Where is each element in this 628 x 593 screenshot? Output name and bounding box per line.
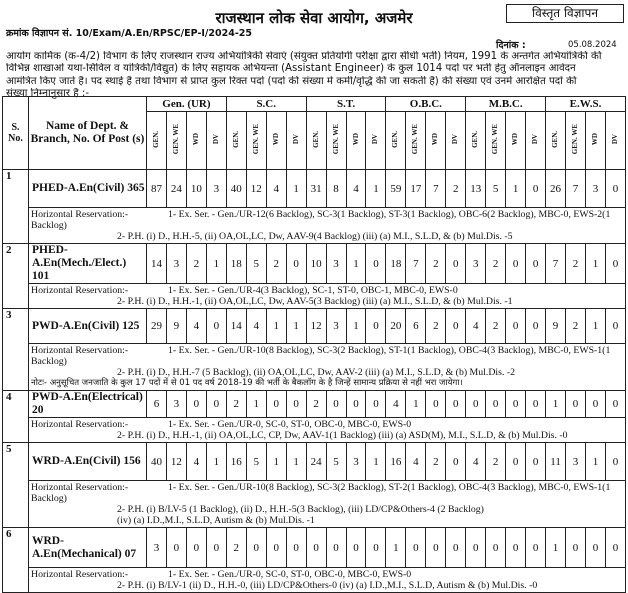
subcategory-label: DV — [451, 133, 460, 145]
vacancy-count: 0 — [306, 528, 326, 568]
page-title: राजस्थान लोक सेवा आयोग, अजमेर — [215, 9, 413, 27]
subcategory-header — [147, 112, 167, 170]
subcategory-header — [585, 112, 605, 170]
vacancy-count: 5 — [246, 244, 266, 284]
vacancy-count: 0 — [486, 391, 506, 418]
vacancy-count: 0 — [566, 391, 586, 418]
subcategory-label: DV — [610, 133, 619, 145]
vacancy-count: 4 — [186, 309, 206, 344]
vacancy-count: 3 — [326, 244, 346, 284]
vacancy-count: 0 — [266, 391, 286, 418]
subcategory-header — [366, 112, 386, 170]
vacancy-count: 0 — [526, 528, 546, 568]
vacancy-count: 3 — [346, 443, 366, 481]
vacancy-count: 8 — [326, 170, 346, 208]
subcategory-label: GEN. — [551, 130, 560, 148]
vacancy-count: 0 — [526, 443, 546, 481]
subcategory-header — [246, 112, 266, 170]
vacancy-count: 24 — [166, 170, 186, 208]
vacancy-count: 4 — [386, 391, 406, 418]
vacancy-count: 0 — [266, 528, 286, 568]
vacancy-count: 0 — [326, 391, 346, 418]
reservation-note: नोटः- अनुसूचित जनजाति के कुल 17 पदों में से 01 पद वर्ष 2018-19 की भर्ती के बैकलॉग के है जिन्हें सामान्य प्रक्रिया से नहीं भरा जायेगा। — [31, 378, 463, 388]
vacancy-count: 3 — [566, 443, 586, 481]
vacancy-count: 1 — [546, 391, 566, 418]
vacancy-count: 0 — [206, 309, 226, 344]
date-label: दिनांक : — [496, 40, 526, 51]
subcategory-header — [426, 112, 446, 170]
subcategory-label: WD — [351, 132, 360, 146]
intro-paragraph — [6, 51, 622, 100]
horizontal-reservation-label: Horizontal Reservation:- — [31, 569, 129, 580]
vacancy-count: 1 — [366, 443, 386, 481]
subcategory-label: WD — [431, 132, 440, 146]
vacancy-count: 1 — [286, 443, 306, 481]
vacancy-count: 6 — [406, 309, 426, 344]
vacancy-count: 7 — [406, 244, 426, 284]
vacancy-count: 6 — [147, 391, 167, 418]
vacancy-count: 12 — [246, 170, 266, 208]
vacancy-count: 0 — [506, 391, 526, 418]
subcategory-label: GEN. WE — [411, 123, 420, 155]
vacancy-count: 0 — [346, 528, 366, 568]
vacancy-count: 0 — [466, 391, 486, 418]
subcategory-header — [286, 112, 306, 170]
vacancy-count: 1 — [546, 528, 566, 568]
vacancy-count: 0 — [605, 309, 625, 344]
vacancy-count: 1 — [506, 170, 526, 208]
subcategory-header — [186, 112, 206, 170]
vacancy-count: 1 — [585, 309, 605, 344]
vacancy-count: 1 — [366, 170, 386, 208]
vacancy-count: 0 — [446, 443, 466, 481]
vacancy-count: 7 — [546, 244, 566, 284]
vacancy-count: 59 — [386, 170, 406, 208]
subcategory-header — [406, 112, 426, 170]
vacancy-count: 0 — [326, 528, 346, 568]
vacancy-count: 16 — [226, 443, 246, 481]
post-name: WRD-A.En(Civil) 156 — [29, 443, 147, 481]
serial-number: 1 — [3, 170, 29, 244]
vacancy-count: 0 — [346, 391, 366, 418]
vacancy-count: 1 — [286, 170, 306, 208]
intro-line: आमंत्रित किए जाते हैं। पद स्थाई हैं तथा विभाग से प्राप्त कुल रिक्त पदों (पदों की संख्या में कमी/वृद्धि की जा सकती है) की संख्या एवं उनमें आरक्षित पदों की — [6, 75, 577, 87]
subcategory-header — [526, 112, 546, 170]
vacancy-count: 0 — [506, 309, 526, 344]
advertisement-number: क्रमांक विज्ञापन सं. 10/Exam/A.En/RPSC/EP-I/2024-25 — [6, 28, 252, 39]
vacancy-count: 40 — [147, 443, 167, 481]
subcategory-header — [446, 112, 466, 170]
post-name: PHED-A.En(Civil) 365 — [29, 170, 147, 208]
vacancy-count: 18 — [386, 244, 406, 284]
vacancy-count: 20 — [386, 309, 406, 344]
vacancy-count: 9 — [166, 309, 186, 344]
vacancy-count: 16 — [386, 443, 406, 481]
vacancy-count: 2 — [566, 309, 586, 344]
post-name: PHED-A.En(Mech./Elect.) 101 — [29, 244, 147, 284]
reservation-line-exservicemen: 1- Ex. Ser. - Gen./UR-10(8 Backlog), SC-3(2 Backlog), ST-1(1 Backlog), OBC-4(3 Backlog), MBC-0, EWS-1(1 Backlog) — [31, 345, 611, 367]
serial-number: 5 — [3, 443, 29, 528]
vacancy-count: 0 — [406, 528, 426, 568]
vacancy-count: 2 — [446, 170, 466, 208]
vacancy-count: 7 — [566, 170, 586, 208]
vacancy-count: 14 — [226, 309, 246, 344]
subcategory-header — [206, 112, 226, 170]
subcategory-label: DV — [211, 133, 220, 145]
vacancy-count: 0 — [566, 528, 586, 568]
vacancy-count: 4 — [346, 170, 366, 208]
reservation-line-exservicemen: 1- Ex. Ser. - Gen./UR-4(3 Backlog), SC-1, ST-0, OBC-1, MBC-0, EWS-0 — [168, 285, 458, 296]
vacancy-count: 1 — [585, 244, 605, 284]
subcategory-label: WD — [511, 132, 520, 146]
vacancy-count: 2 — [266, 244, 286, 284]
reservation-line-ph: 2- P.H. (i) B/LV-1 (ii) D., H.H.-0, (iii) LD/CP&Others-0 (iv) (a) I.D.,M.I., S.L.D, Autism & (b) Mul.Dis. -0 — [117, 580, 538, 591]
vacancy-count: 4 — [466, 443, 486, 481]
vacancy-count: 3 — [585, 170, 605, 208]
serial-number: 4 — [3, 391, 29, 443]
intro-line: संख्या निम्नानुसार है :- — [6, 87, 89, 99]
subcategory-header — [386, 112, 406, 170]
reservation-line-ph: 2- P.H. (i) D., H.H.-1, (ii) OA,OL,LC, CP, Dw, AAV-1(1 Backlog) (iii) (a) ASD(M), M.I., S.L.D, & (b) Mul.Dis. -0 — [117, 430, 568, 441]
vacancy-count: 3 — [326, 309, 346, 344]
serial-number: 3 — [3, 309, 29, 391]
vacancy-count: 0 — [366, 528, 386, 568]
vacancy-count: 17 — [406, 170, 426, 208]
category-group-header: Gen. (UR) — [147, 97, 227, 112]
vacancy-count: 40 — [226, 170, 246, 208]
vacancy-count: 1 — [266, 443, 286, 481]
horizontal-reservation-row — [3, 481, 626, 528]
post-name: PWD-A.En(Electrical) 20 — [29, 391, 147, 418]
vacancy-count: 4 — [246, 309, 266, 344]
subcategory-header — [266, 112, 286, 170]
vacancy-count: 1 — [206, 443, 226, 481]
col-name-header: Name of Dept. & Branch, No. Of Post (s) — [29, 97, 147, 170]
reservation-line-exservicemen: 1- Ex. Ser. - Gen./UR-0, SC-0, ST-0, OBC-0, MBC-0, EWS-0 — [168, 419, 412, 430]
post-row — [3, 309, 626, 344]
subcategory-label: GEN. WE — [331, 123, 340, 155]
vacancy-count: 11 — [546, 443, 566, 481]
vacancy-count: 4 — [266, 170, 286, 208]
vacancy-count: 3 — [466, 244, 486, 284]
subcategory-header — [346, 112, 366, 170]
reservation-line-exservicemen: 1- Ex. Ser. - Gen./UR-12(6 Backlog), SC-3(1 Backlog), ST-3(1 Backlog), OBC-6(2 Backlog), MBC-0, EWS-2(1 Backlog) — [31, 209, 611, 231]
vacancy-count: 3 — [206, 170, 226, 208]
vacancy-count: 3 — [166, 391, 186, 418]
vacancy-count: 0 — [486, 528, 506, 568]
vacancy-count: 1 — [206, 244, 226, 284]
subcategory-label: WD — [271, 132, 280, 146]
vacancy-count: 0 — [286, 391, 306, 418]
subcategory-label: GEN. WE — [251, 123, 260, 155]
reservation-line-ph: 2- P.H. (i) D., H.H.-7 (5 Backlog), (ii) OA,OL,LC, Dw, AAV-2 (iii) (a) M.I., S.L.D, & (b) Mul.Dis. -2 — [117, 367, 516, 378]
intro-line: विभिन्न शाखाओं यथा-सिविल व यांत्रिकी/विद्युत) के लिए सहायक अभियन्ता (Assistant Engineer) के कुल 1014 पदों पर भर्ती हेतु ऑनलाइन आवेदन — [6, 63, 576, 75]
vacancy-count: 0 — [446, 391, 466, 418]
horizontal-reservation-label: Horizontal Reservation:- — [31, 482, 129, 493]
post-row — [3, 443, 626, 481]
vacancy-count: 0 — [366, 244, 386, 284]
vacancy-count: 0 — [526, 170, 546, 208]
vacancy-count: 0 — [605, 528, 625, 568]
subcategory-label: GEN. — [391, 130, 400, 148]
vacancy-count: 0 — [526, 244, 546, 284]
subcategory-label: DV — [531, 133, 540, 145]
post-row — [3, 391, 626, 418]
vacancy-count: 2 — [486, 244, 506, 284]
vacancy-count: 0 — [605, 391, 625, 418]
category-group-header: S.T. — [306, 97, 386, 112]
vacancy-count: 1 — [406, 391, 426, 418]
date-value: 05.08.2024 — [568, 40, 617, 50]
subcategory-header — [466, 112, 486, 170]
category-group-header: M.B.C. — [466, 97, 546, 112]
subcategory-label: GEN. — [311, 130, 320, 148]
reservation-line-exservicemen: 1- Ex. Ser. - Gen./UR-0, SC-0, ST-0, OBC-0, MBC-0, EWS-0 — [168, 569, 412, 580]
horizontal-reservation-row — [3, 418, 626, 443]
vacancy-count: 24 — [306, 443, 326, 481]
vacancy-count: 0 — [426, 528, 446, 568]
horizontal-reservation-label: Horizontal Reservation:- — [31, 209, 129, 220]
vacancy-count: 2 — [226, 528, 246, 568]
subcategory-label: WD — [191, 132, 200, 146]
vacancy-count: 2 — [186, 244, 206, 284]
vacancy-count: 0 — [605, 244, 625, 284]
vacancy-count: 0 — [186, 528, 206, 568]
vacancy-count: 0 — [605, 170, 625, 208]
category-group-header: S.C. — [226, 97, 306, 112]
vacancy-count: 18 — [226, 244, 246, 284]
reservation-line-exservicemen: 1- Ex. Ser. - Gen./UR-10(8 Backlog), SC-3(2 Backlog), ST-2(1 Backlog), OBC-4(3 Backlog), MBC-0, EWS-1(1 Backlog) — [31, 482, 611, 504]
intro-line: आयोग कार्मिक (क-4/2) विभाग के लिए राजस्थान राज्य अभियांत्रिकी सेवाएं (संयुक्त प्रतियोगी परीक्षा द्वारा सीधी भर्ती) नियम, 1991 के अन्तर्गत अभियांत्रिकी की — [6, 51, 602, 62]
vacancy-count: 0 — [366, 391, 386, 418]
vacancy-count: 1 — [386, 528, 406, 568]
serial-number: 6 — [3, 528, 29, 593]
subcategory-label: GEN. — [471, 130, 480, 148]
vacancy-count: 87 — [147, 170, 167, 208]
vacancy-count: 5 — [246, 443, 266, 481]
vacancy-count: 0 — [585, 391, 605, 418]
vacancy-count: 31 — [306, 170, 326, 208]
vacancy-count: 10 — [306, 244, 326, 284]
subcategory-label: WD — [590, 132, 599, 146]
subcategory-header — [506, 112, 526, 170]
col-sno-header: S. No. — [3, 97, 29, 170]
vacancy-count: 4 — [186, 443, 206, 481]
vacancy-count: 3 — [166, 244, 186, 284]
vacancy-count: 9 — [546, 309, 566, 344]
vacancy-count: 0 — [506, 244, 526, 284]
subcategory-header — [166, 112, 186, 170]
vacancy-count: 29 — [147, 309, 167, 344]
reservation-line-ph: 2- P.H. (i) D., H.H.-1, (ii) OA,OL,LC, Dw, AAV-5(3 Backlog) (iii) (a) M.I., S.L.D, & (b) Mul.Dis. -1 — [117, 296, 513, 307]
vacancy-count: 1 — [346, 309, 366, 344]
horizontal-reservation-row — [3, 284, 626, 309]
vacancy-count: 7 — [426, 170, 446, 208]
vacancy-count: 2 — [426, 244, 446, 284]
post-row — [3, 170, 626, 208]
vacancy-count: 2 — [566, 244, 586, 284]
horizontal-reservation-label: Horizontal Reservation:- — [31, 419, 129, 430]
vacancy-count: 0 — [186, 391, 206, 418]
vacancy-count: 2 — [426, 443, 446, 481]
vacancy-count: 0 — [446, 244, 466, 284]
subcategory-header — [226, 112, 246, 170]
vacancy-count: 13 — [466, 170, 486, 208]
subcategory-label: GEN. WE — [171, 123, 180, 155]
vacancy-count: 2 — [486, 309, 506, 344]
post-row — [3, 528, 626, 568]
vacancy-count: 2 — [426, 309, 446, 344]
subcategory-header — [605, 112, 625, 170]
vacancy-count: 4 — [466, 309, 486, 344]
subcategory-label: GEN. — [231, 130, 240, 148]
vacancy-count: 0 — [206, 391, 226, 418]
vacancy-count: 2 — [306, 391, 326, 418]
detailed-advertisement-badge: विस्तृत विज्ञापन — [506, 4, 624, 23]
subcategory-header — [546, 112, 566, 170]
vacancy-count: 0 — [466, 528, 486, 568]
post-name: WRD-A.En(Mechanical) 07 — [29, 528, 147, 568]
vacancy-count: 0 — [585, 528, 605, 568]
vacancy-count: 26 — [546, 170, 566, 208]
vacancy-count: 0 — [246, 528, 266, 568]
vacancy-count: 5 — [486, 170, 506, 208]
subcategory-label: DV — [371, 133, 380, 145]
horizontal-reservation-label: Horizontal Reservation:- — [31, 345, 129, 356]
vacancy-count: 0 — [426, 391, 446, 418]
horizontal-reservation-row — [3, 208, 626, 244]
vacancy-count: 0 — [366, 309, 386, 344]
vacancy-count: 0 — [506, 528, 526, 568]
vacancy-table — [2, 96, 626, 593]
vacancy-count: 0 — [286, 244, 306, 284]
vacancy-count: 1 — [246, 391, 266, 418]
vacancy-count: 12 — [306, 309, 326, 344]
vacancy-count: 1 — [585, 443, 605, 481]
vacancy-count: 5 — [326, 443, 346, 481]
serial-number: 2 — [3, 244, 29, 309]
vacancy-count: 0 — [506, 443, 526, 481]
subcategory-header — [326, 112, 346, 170]
subcategory-label: GEN. WE — [491, 123, 500, 155]
vacancy-count: 14 — [147, 244, 167, 284]
horizontal-reservation-row — [3, 344, 626, 391]
vacancy-count: 3 — [147, 528, 167, 568]
vacancy-count: 1 — [346, 244, 366, 284]
post-row — [3, 244, 626, 284]
post-name: PWD-A.En(Civil) 125 — [29, 309, 147, 344]
reservation-line-ph: 2- P.H. (i) D., H.H.-5, (ii) OA,OL,LC, Dw, AAV-9(4 Backlog) (iii) (a) M.I., S.L.D, & (b) Mul.Dis. -5 — [117, 231, 513, 242]
vacancy-count: 0 — [166, 528, 186, 568]
subcategory-header — [566, 112, 586, 170]
category-group-header: E.W.S. — [546, 97, 626, 112]
vacancy-count: 2 — [486, 443, 506, 481]
subcategory-label: GEN. WE — [570, 123, 579, 155]
vacancy-count: 1 — [266, 309, 286, 344]
reservation-line-ph: 2- P.H. (i) B/LV-5 (1 Backlog), (ii) D., H.H.-5(3 Backlog), (iii) LD/CP&Others-4 (2 Backlog) — [117, 504, 484, 515]
horizontal-reservation-row — [3, 568, 626, 593]
vacancy-count: 2 — [226, 391, 246, 418]
category-group-header: O.B.C. — [386, 97, 466, 112]
vacancy-count: 0 — [446, 528, 466, 568]
subcategory-header — [486, 112, 506, 170]
vacancy-count: 0 — [526, 309, 546, 344]
vacancy-count: 0 — [206, 528, 226, 568]
vacancy-count: 4 — [406, 443, 426, 481]
vacancy-count: 12 — [166, 443, 186, 481]
vacancy-count: 1 — [286, 309, 306, 344]
vacancy-count: 0 — [526, 391, 546, 418]
subcategory-header — [306, 112, 326, 170]
vacancy-count: 0 — [605, 443, 625, 481]
reservation-line-ph-cont: (iv) (a) I.D.,M.I., S.L.D, Autism & (b) Mul.Dis. -1 — [117, 515, 315, 526]
vacancy-count: 0 — [286, 528, 306, 568]
horizontal-reservation-label: Horizontal Reservation:- — [31, 285, 129, 296]
vacancy-count: 10 — [186, 170, 206, 208]
subcategory-label: GEN. — [151, 130, 160, 148]
vacancy-count: 0 — [446, 309, 466, 344]
subcategory-label: DV — [291, 133, 300, 145]
